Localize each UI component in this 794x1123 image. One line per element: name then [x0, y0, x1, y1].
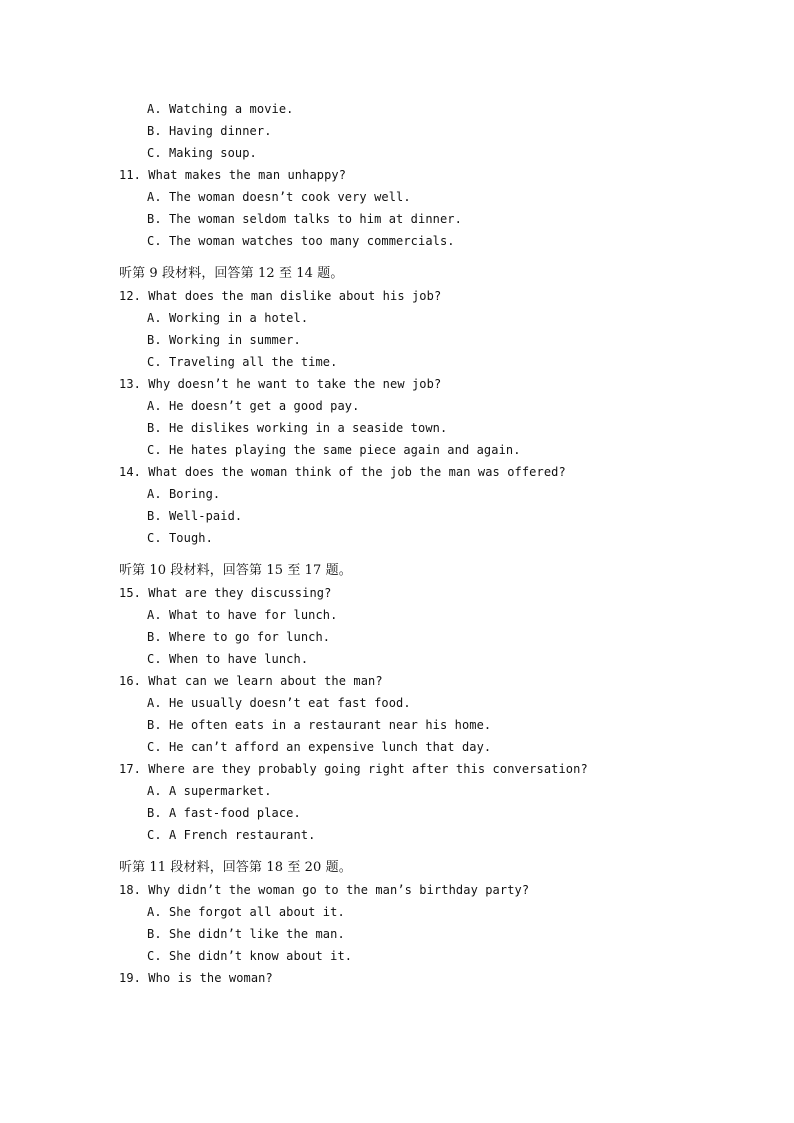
- question-14: 14. What does the woman think of the job the man was offered?: [119, 465, 566, 479]
- section-heading-9: 听第 9 段材料，回答第 12 至 14 题。: [119, 266, 344, 281]
- option-a: A. Watching a movie.: [147, 102, 294, 116]
- question-13: 13. Why doesn’t he want to take the new job?: [119, 377, 442, 391]
- option-c: C. Traveling all the time.: [147, 355, 338, 369]
- option-a: A. Working in a hotel.: [147, 311, 309, 325]
- question-18: 18. Why didn’t the woman go to the man’s birthday party?: [119, 883, 530, 897]
- section-heading-11: 听第 11 段材料，回答第 18 至 20 题。: [119, 860, 352, 875]
- option-c: C. When to have lunch.: [147, 652, 309, 666]
- option-b: B. Having dinner.: [147, 124, 272, 138]
- option-a: A. What to have for lunch.: [147, 608, 338, 622]
- option-b: B. Well-paid.: [147, 509, 243, 523]
- question-list: [119, 100, 588, 991]
- question-17: 17. Where are they probably going right after this conversation?: [119, 762, 588, 776]
- option-b: B. Working in summer.: [147, 333, 301, 347]
- option-c: C. Tough.: [147, 531, 213, 545]
- section-heading-10: 听第 10 段材料，回答第 15 至 17 题。: [119, 563, 352, 578]
- question-19: 19. Who is the woman?: [119, 971, 273, 985]
- option-b: B. He often eats in a restaurant near his home.: [147, 718, 492, 732]
- option-c: C. The woman watches too many commercials.: [147, 234, 455, 248]
- option-b: B. He dislikes working in a seaside town.: [147, 421, 448, 435]
- question-15: 15. What are they discussing?: [119, 586, 332, 600]
- option-c: C. A French restaurant.: [147, 828, 316, 842]
- option-b: B. A fast-food place.: [147, 806, 301, 820]
- option-a: A. She forgot all about it.: [147, 905, 345, 919]
- option-c: C. He hates playing the same piece again and again.: [147, 443, 521, 457]
- question-11: 11. What makes the man unhappy?: [119, 168, 347, 182]
- option-b: B. She didn’t like the man.: [147, 927, 345, 941]
- question-12: 12. What does the man dislike about his job?: [119, 289, 442, 303]
- option-c: C. Making soup.: [147, 146, 257, 160]
- option-a: A. He doesn’t get a good pay.: [147, 399, 360, 413]
- option-a: A. A supermarket.: [147, 784, 272, 798]
- question-16: 16. What can we learn about the man?: [119, 674, 383, 688]
- option-a: A. The woman doesn’t cook very well.: [147, 190, 411, 204]
- option-b: B. Where to go for lunch.: [147, 630, 331, 644]
- option-c: C. She didn’t know about it.: [147, 949, 353, 963]
- option-a: A. He usually doesn’t eat fast food.: [147, 696, 411, 710]
- option-a: A. Boring.: [147, 487, 221, 501]
- option-c: C. He can’t afford an expensive lunch that day.: [147, 740, 492, 754]
- option-b: B. The woman seldom talks to him at dinner.: [147, 212, 462, 226]
